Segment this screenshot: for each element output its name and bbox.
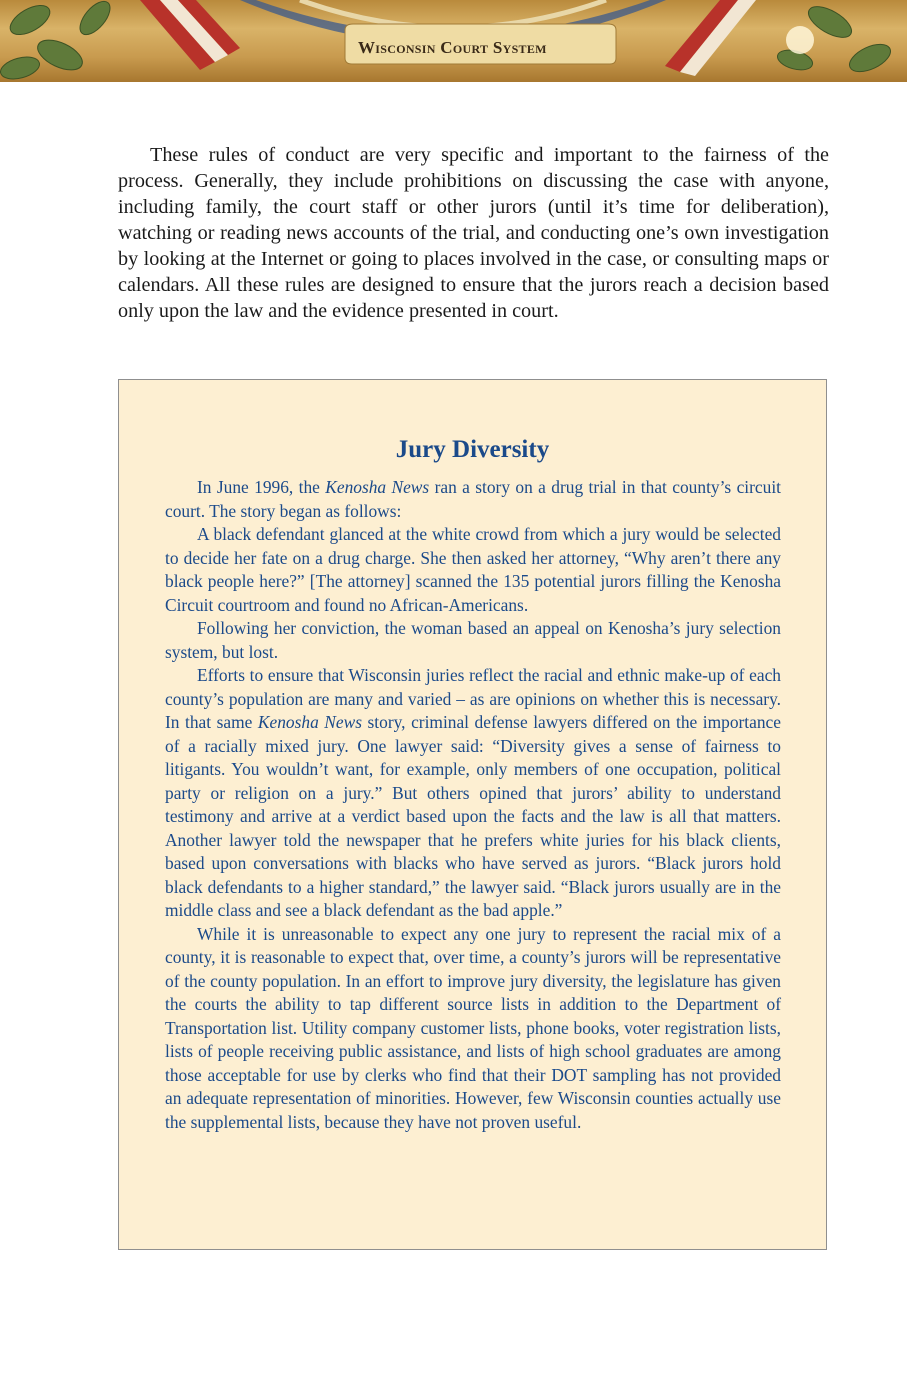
publication-name: Kenosha News — [257, 712, 362, 732]
publication-name: Kenosha News — [325, 477, 430, 497]
sidebar-paragraph: Efforts to ensure that Wisconsin juries reflect the racial and ethnic make-up of each county’s population are many and varied – as are opinions on whether this is necessary. In that same Kenosha News story, criminal defense lawyers differed on the importance of a racially mixed jury. One lawyer said: “Diversity gives a sense of fairness to litigants. You wouldn’t want, for example, only members of one occupation, political party or religion on a jury.” But others opined that jurors’ ability to understand testimony and arrive at a verdict based upon the facts and the law is all that matters. Another lawyer told the newspaper that he prefers white juries for his black clients, based upon conversations with blacks who have served as jurors. “Black jurors hold black defendants to a higher standard,” the lawyer said. “Black jurors usually are in the middle class and see a black defendant as the bad apple.” — [165, 665, 781, 920]
sidebar-body — [165, 476, 781, 1134]
sidebar-paragraph: In June 1996, the Kenosha News ran a story on a drug trial in that county’s circuit court. The story began as follows: — [165, 477, 781, 521]
sidebar-paragraph: While it is unreasonable to expect any one jury to represent the racial mix of a county, it is reasonable to expect that, over time, a county’s jurors will be representative of the county population. In an effort to improve jury diversity, the legislature has given the courts the ability to tap different source lists in addition to the Department of Transportation list. Utility company customer lists, phone books, voter registration lists, lists of people receiving public assistance, and lists of high school graduates are among those acceptable for use by clerks who find that their DOT sampling has not provided an adequate representation of minorities. However, few Wisconsin counties actually use the supplemental lists, because they have not proven useful. — [165, 923, 781, 1132]
sidebar-paragraph: Following her conviction, the woman based an appeal on Kenosha’s jury selection system, but lost. — [165, 618, 781, 662]
header-banner — [0, 0, 907, 82]
sidebar-quote-paragraph: A black defendant glanced at the white crowd from which a jury would be selected to decide her fate on a drug charge. She then asked her attorney, “Why aren’t there any black people here?” [The attorney] scanned the 135 potential jurors filling the Kenosha Circuit courtroom and found no African-Americans. — [165, 524, 781, 615]
intro-paragraph: These rules of conduct are very specific and important to the fairness of the process. Generally, they include prohibitions on discussing the case with anyone, including family, the court staff or other jurors (until it’s time for deliberation), watching or reading news accounts of the trial, and conducting one’s own investigation by looking at the Internet or going to places involved in the case, or consulting maps or calendars. All these rules are designed to ensure that the jurors reach a decision based only upon the law and the evidence presented in court. — [118, 144, 829, 322]
sidebar-title: Jury Diversity — [395, 436, 550, 463]
banner-title: Wisconsin Court System — [358, 38, 547, 57]
